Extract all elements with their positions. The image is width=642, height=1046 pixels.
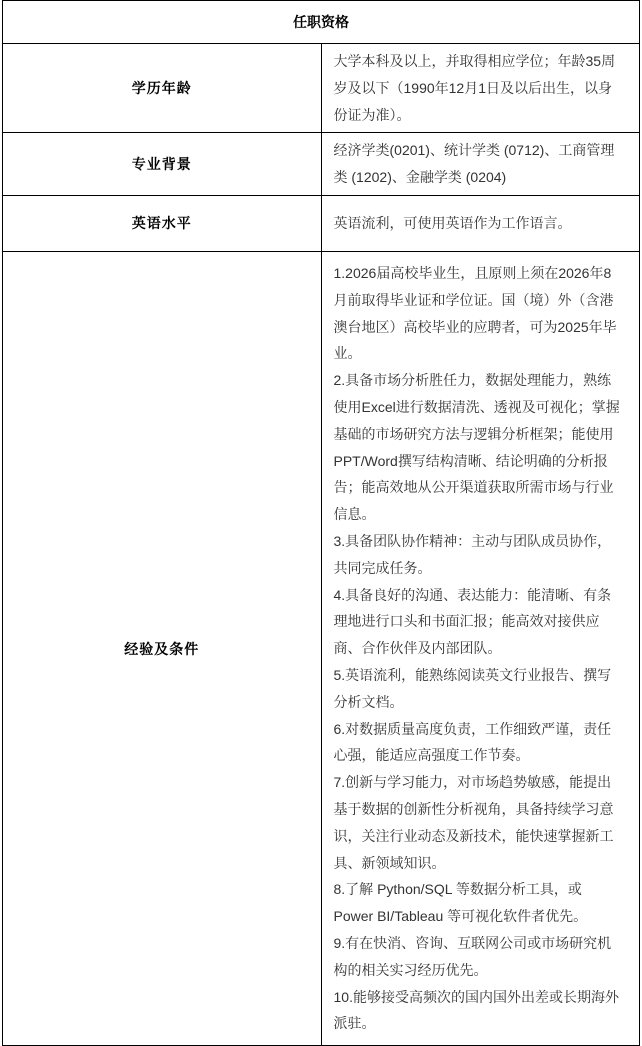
table-row bbox=[3, 195, 640, 251]
table-row bbox=[3, 44, 640, 133]
content-paragraph: 8.了解 Python/SQL 等数据分析工具，或 Power BI/Tableau 等可视化软件者优先。 bbox=[333, 881, 588, 925]
content-paragraph: 6.对数据质量高度负责，工作细致严谨，责任心强，能适应高强度工作节奏。 bbox=[333, 720, 612, 764]
content-paragraph: 7.创新与学习能力，对市场趋势敏感，能提出基于数据的创新性分析视角，具备持续学习意识，关注行业动态及新技术，能快速掌握新工具、新领域知识。 bbox=[333, 774, 614, 871]
row-content-english-level bbox=[321, 195, 640, 251]
content-paragraph: 2.具备市场分析胜任力，数据处理能力，熟练使用Excel进行数据清洗、透视及可视化；掌握基础的市场研究方法与逻辑分析框架；能使用PPT/Word撰写结构清晰、结论明确的分析报告；能高效地从公开渠道获取所需市场与行业信息。 bbox=[333, 372, 620, 523]
content-paragraph: 10.能够接受高频次的国内国外出差或长期海外派驻。 bbox=[333, 988, 619, 1032]
content-paragraph: 经济学类(0201)、统计学类 (0712)、工商管理类 (1202)、金融学类 (0204) bbox=[333, 142, 615, 186]
content-paragraph: 大学本科及以上，并取得相应学位；年龄35周岁及以下（1990年12月1日及以后出生，以身份证为准）。 bbox=[333, 53, 616, 123]
row-content-experience-conditions bbox=[321, 251, 640, 1045]
row-content-major-background bbox=[321, 133, 640, 196]
content-paragraph: 5.英语流利，能熟练阅读英文行业报告、撰写分析文档。 bbox=[333, 666, 612, 710]
content-paragraph: 1.2026届高校毕业生，且原则上须在2026年8月前取得毕业证和学位证。国（境）外（含港澳台地区）高校毕业的应聘者，可为2025年毕业。 bbox=[333, 264, 617, 362]
row-label-experience-conditions: 经验及条件 bbox=[3, 251, 322, 1045]
content-paragraph: 9.有在快消、咨询、互联网公司或市场研究机构的相关实习经历优先。 bbox=[333, 934, 612, 978]
row-label-major-background: 专业背景 bbox=[3, 133, 322, 196]
qualifications-table bbox=[2, 0, 640, 1046]
table-header-row bbox=[3, 1, 640, 44]
row-content-education-age bbox=[321, 44, 640, 133]
row-label-education-age: 学历年龄 bbox=[3, 44, 322, 133]
content-paragraph: 4.具备良好的沟通、表达能力：能清晰、有条理地进行口头和书面汇报；能高效对接供应商、合作伙伴及内部团队。 bbox=[333, 586, 612, 657]
table-title: 任职资格 bbox=[3, 1, 640, 44]
row-label-english-level: 英语水平 bbox=[3, 195, 322, 251]
table-row bbox=[3, 133, 640, 196]
table-row bbox=[3, 251, 640, 1045]
content-paragraph: 3.具备团队协作精神：主动与团队成员协作，共同完成任务。 bbox=[333, 532, 612, 576]
content-paragraph: 英语流利，可使用英语作为工作语言。 bbox=[333, 215, 572, 232]
